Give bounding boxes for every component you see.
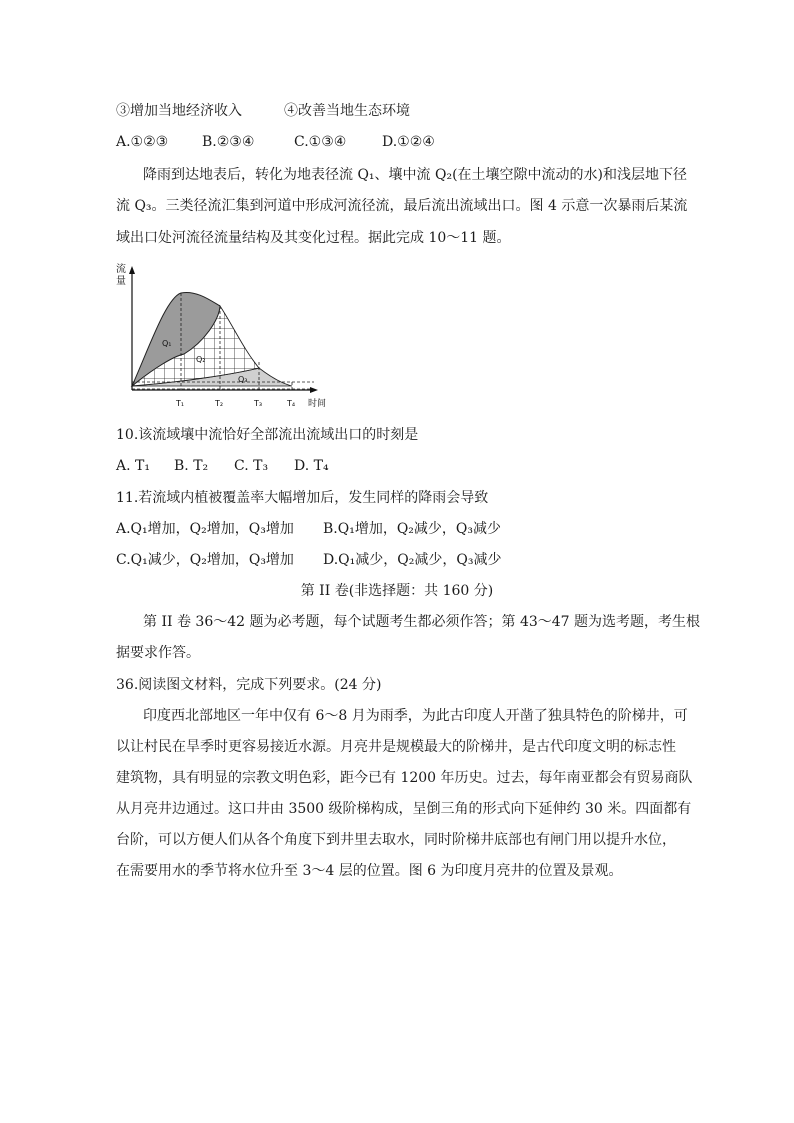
x-axis-arrow [310,387,318,393]
q10-stem: 10.该流域壤中流恰好全部流出流域出口的时刻是 [116,427,419,443]
q36-line1: 印度西北部地区一年中仅有 6～8 月为雨季，为此古印度人开凿了独具特色的阶梯井，可 [143,708,688,724]
passage1-line2: 流 Q₃。三类径流汇集到河道中形成河流径流，最后流出流域出口。图 4 示意一次暴雨后某流 [116,198,688,214]
q2-label: Q₂ [196,355,206,364]
q36-line2: 以让村民在旱季时更容易接近水源。月亮井是规模最大的阶梯井，是古代印度文明的标志性 [116,739,676,755]
q36-line6: 在需要用水的季节将水位升至 3～4 层的位置。图 6 为印度月亮井的位置及景观。 [116,863,623,879]
option-a: A.①②③ [116,134,169,150]
q36-line4: 从月亮井边通过。这口井由 3500 级阶梯构成，呈倒三角的形式向下延伸约 30 米。四面都有 [116,801,692,817]
t3-label: T₃ [254,399,263,408]
q10-options [116,456,329,476]
option-item-3: ③增加当地经济收入 [116,103,242,119]
q11-option-c: C.Q₁减少，Q₂增加，Q₃增加 [116,552,294,568]
q3-label: Q₃ [238,375,248,384]
section2-line1: 第 II 卷 36～42 题为必考题，每个试题考生都必须作答；第 43～47 题为选考题，考生根 [143,614,701,630]
passage1-line3: 域出口处河流径流量结构及其变化过程。据此完成 10～11 题。 [116,230,511,246]
options-prev-row2 [116,132,435,152]
t4-label: T₄ [287,399,296,408]
section2-title: 第 II 卷(非选择题：共 160 分) [300,583,494,599]
q11-option-a: A.Q₁增加，Q₂增加，Q₃增加 [116,521,294,537]
q10-option-d: D. T₄ [294,458,329,474]
q11-option-b: B.Q₁增加，Q₂减少，Q₃减少 [323,521,502,537]
q36-line5: 台阶，可以方便人们从各个角度下到井里去取水，同时阶梯井底部也有闸门用以提升水位， [116,832,676,848]
q36-stem: 36.阅读图文材料，完成下列要求。(24 分) [116,677,382,693]
q10-option-a: A. T₁ [116,458,150,474]
t2-label: T₂ [215,399,224,408]
passage1-line1: 降雨到达地表后，转化为地表径流 Q₁、壤中流 Q₂(在土壤空隙中流动的水)和浅层地下径 [143,167,688,183]
x-label: 时间 [308,399,327,409]
runoff-figure [114,258,334,412]
option-item-4: ④改善当地生态环境 [284,103,410,119]
section2-line2: 据要求作答。 [116,645,200,661]
y-label-1: 流 [116,264,126,275]
y-label-2: 量 [116,276,126,287]
option-d: D.①②④ [382,134,435,150]
q11-stem: 11.若流域内植被覆盖率大幅增加后，发生同样的降雨会导致 [116,490,489,506]
option-c: C.①③④ [294,134,347,150]
options-prev-row1 [116,101,410,121]
q10-option-b: B. T₂ [174,458,209,474]
t1-label: T₁ [176,399,185,408]
q11-option-d: D.Q₁减少，Q₂减少，Q₃减少 [323,552,502,568]
q11-options-row1 [116,519,501,539]
y-axis-arrow [129,266,135,274]
q11-options-row2 [116,550,501,570]
q10-option-c: C. T₃ [234,458,269,474]
q1-label: Q₁ [162,339,172,348]
q36-line3: 建筑物，具有明显的宗教文明色彩，距今已有 1200 年历史。过去，每年南亚都会有贸易商队 [116,770,693,786]
option-b: B.②③④ [202,134,255,150]
